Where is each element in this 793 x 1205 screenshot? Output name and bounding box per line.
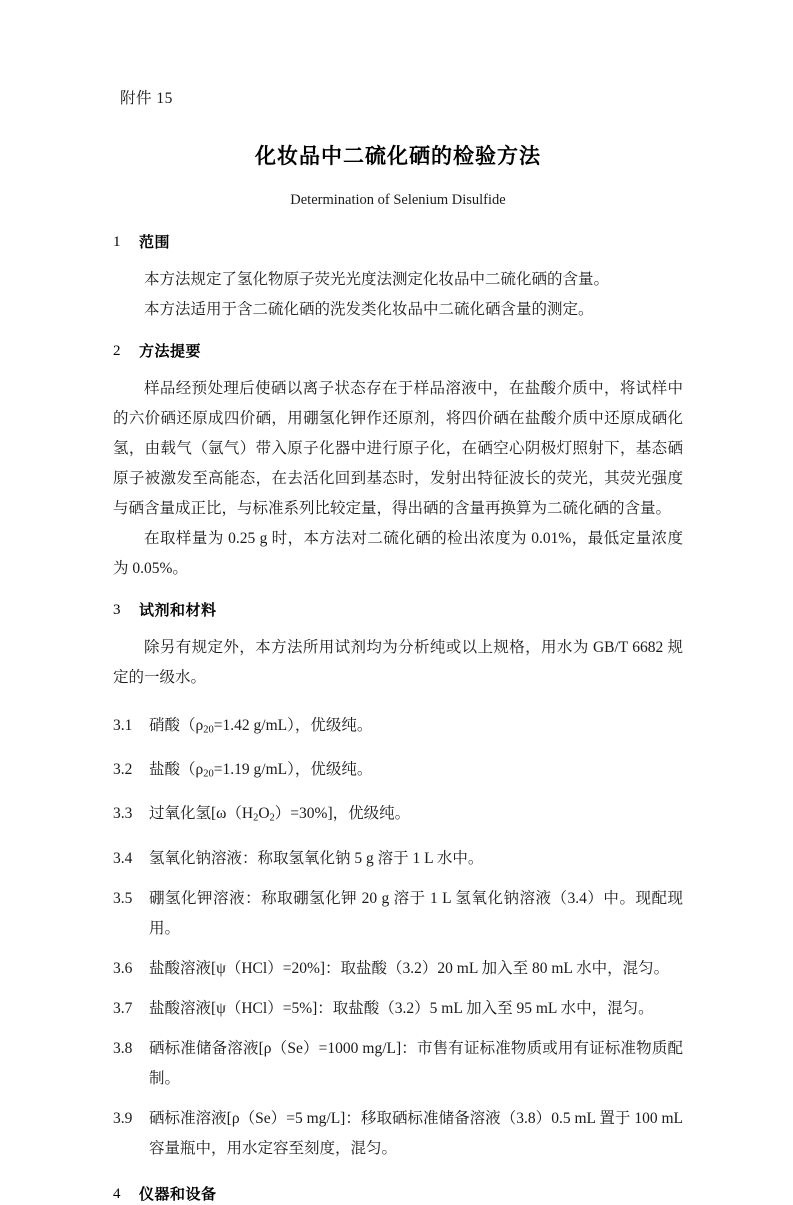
section-title-1: 范围 xyxy=(139,232,171,251)
reagent-number: 3.8 xyxy=(113,1039,133,1057)
section-heading-4 xyxy=(113,1184,683,1205)
reagent-number: 3.9 xyxy=(113,1109,133,1127)
section-number-1: 1 xyxy=(113,233,121,250)
page-subtitle-english: Determination of Selenium Disulfide xyxy=(290,191,506,208)
reagent-text: 过氧化氢$[\omega(H_2O_2)=30\%]$，优级纯。 xyxy=(149,805,411,824)
reagent-subscript: 20 xyxy=(203,724,214,736)
section-1-paragraph-2: 本方法适用于含二硫化硒的洗发类化妆品中二硫化硒含量的测定。 xyxy=(144,300,594,318)
section-number-4: 4 xyxy=(113,1185,121,1202)
reagent-item xyxy=(113,994,683,1024)
section-2-paragraph-2: 在取样量为 0.25 g 时，本方法对二硫化硒的检出浓度为 0.01%，最低定量浓度为 0.05%。 xyxy=(113,529,683,577)
reagent-item xyxy=(113,884,683,944)
reagent-item xyxy=(113,1034,683,1094)
section-title-3: 试剂和材料 xyxy=(139,600,217,619)
reagent-item xyxy=(113,954,683,984)
section-1-paragraph-1: 本方法规定了氢化物原子荧光光度法测定化妆品中二硫化硒的含量。 xyxy=(144,270,610,288)
section-number-3: 3 xyxy=(113,601,121,618)
reagent-text: 盐酸（$\rho_{20}=1.19$ g/mL），优级纯。 xyxy=(149,761,373,780)
document-content xyxy=(113,88,683,1205)
reagent-number: 3.6 xyxy=(113,959,133,977)
reagent-item xyxy=(113,1104,683,1164)
reagent-text: 硒标准溶液[ρ（Se）=5 mg/L]：移取硒标准储备溶液（3.8）0.5 mL 置于 100 mL 容量瓶中，用水定容至刻度，混匀。 xyxy=(149,1109,683,1157)
reagent-text: 氢氧化钠溶液：称取氢氧化钠 5 g 溶于 1 L 水中。 xyxy=(149,849,484,867)
reagent-item xyxy=(113,755,683,789)
section-3-paragraph-1: 除另有规定外，本方法所用试剂均为分析纯或以上规格，用水为 GB/T 6682 规定的一级水。 xyxy=(113,638,683,686)
section-heading-2 xyxy=(113,341,683,362)
reagent-text: 硝酸（$\rho_{20}=1.42$ g/mL），优级纯。 xyxy=(149,716,373,736)
reagent-number: 3.2 xyxy=(113,761,133,779)
section-heading-1 xyxy=(113,232,683,253)
reagent-item xyxy=(113,711,683,745)
reagent-number: 3.5 xyxy=(113,889,133,907)
reagent-text: 硼氢化钾溶液：称取硼氢化钾 20 g 溶于 1 L 氢氧化钠溶液（3.4）中。现配现用。 xyxy=(149,889,683,937)
section-title-4: 仪器和设备 xyxy=(139,1184,217,1203)
reagent-number: 3.7 xyxy=(113,999,133,1017)
attachment-label: 附件 15 xyxy=(120,90,173,107)
reagent-number: 3.4 xyxy=(113,849,133,867)
section-2-paragraph-1: 样品经预处理后使硒以离子状态存在于样品溶液中，在盐酸介质中，将试样中的六价硒还原成四价硒，用硼氢化钾作还原剂，将四价硒在盐酸介质中还原成硒化氢，由载气（氩气）带入原子化器中进行原子化，在硒空心阴极灯照射下，基态硒原子被激发至高能态，在去活化回到基态时，发射出特征波长的荧光，其荧光强度与硒含量成正比，与标准系列比较定量，得出硒的含量再换算为二硫化硒的含量。 xyxy=(113,379,683,517)
reagent-text: 盐酸溶液[ψ（HCl）=20%]：取盐酸（3.2）20 mL 加入至 80 mL 水中，混匀。 xyxy=(149,959,670,977)
section-number-2: 2 xyxy=(113,342,121,359)
reagent-subscript: 20 xyxy=(203,768,214,780)
page-title: 化妆品中二硫化硒的检验方法 xyxy=(255,143,541,168)
reagent-item xyxy=(113,799,683,833)
reagent-item xyxy=(113,844,683,874)
section-title-2: 方法提要 xyxy=(139,341,202,360)
reagent-text: 硒标准储备溶液[ρ（Se）=1000 mg/L]：市售有证标准物质或用有证标准物质配制。 xyxy=(149,1039,683,1087)
section-heading-3 xyxy=(113,600,683,621)
reagent-number: 3.1 xyxy=(113,716,133,734)
reagent-text: 盐酸溶液[ψ（HCl）=5%]：取盐酸（3.2）5 mL 加入至 95 mL 水中，混匀。 xyxy=(149,999,654,1017)
reagent-number: 3.3 xyxy=(113,805,133,823)
